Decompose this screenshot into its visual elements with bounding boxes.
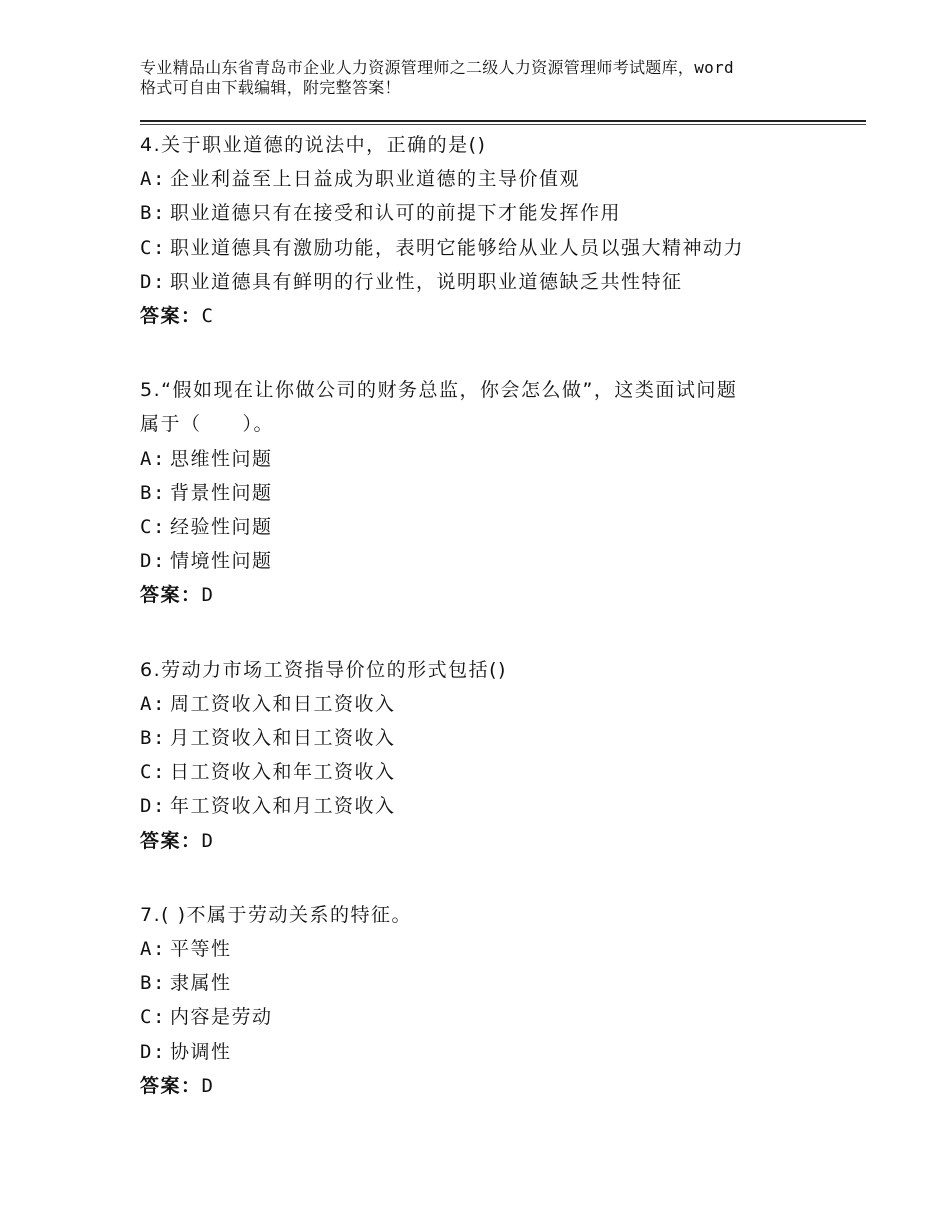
question-stem-continued: 属于（ ）。 bbox=[140, 413, 275, 436]
option-text: 内容是劳动 bbox=[170, 1006, 273, 1029]
option-letter: A: bbox=[140, 692, 166, 715]
option-letter: D: bbox=[140, 550, 166, 573]
question-7 bbox=[140, 898, 840, 1103]
answer-line bbox=[140, 578, 840, 612]
answer-value: D bbox=[201, 1074, 215, 1097]
option-text: 企业利益至上日益成为职业道德的主导价值观 bbox=[170, 168, 581, 191]
option-text: 情境性问题 bbox=[170, 550, 273, 573]
option-c bbox=[140, 231, 840, 265]
option-letter: D: bbox=[140, 270, 166, 293]
answer-line bbox=[140, 1069, 840, 1103]
option-letter: A: bbox=[140, 447, 166, 470]
option-text: 年工资收入和月工资收入 bbox=[170, 795, 396, 818]
answer-line bbox=[140, 824, 840, 858]
option-text: 职业道德具有鲜明的行业性，说明职业道德缺乏共性特征 bbox=[170, 270, 683, 293]
option-c bbox=[140, 1000, 840, 1034]
answer-label: 答案： bbox=[140, 584, 202, 607]
question-stem: 4.关于职业道德的说法中，正确的是() bbox=[140, 134, 487, 156]
option-text: 日工资收入和年工资收入 bbox=[170, 761, 396, 784]
option-c bbox=[140, 755, 840, 789]
question-4 bbox=[140, 128, 840, 333]
option-letter: D: bbox=[140, 1040, 166, 1063]
option-b bbox=[140, 721, 840, 755]
option-a bbox=[140, 162, 840, 196]
answer-label: 答案： bbox=[140, 829, 202, 852]
option-text: 协调性 bbox=[170, 1040, 232, 1063]
option-text: 隶属性 bbox=[170, 972, 232, 995]
option-letter: D: bbox=[140, 795, 166, 818]
option-letter: C: bbox=[140, 761, 166, 784]
option-a bbox=[140, 687, 840, 721]
answer-value: C bbox=[201, 305, 215, 328]
answer-value: D bbox=[201, 584, 215, 607]
answer-label: 答案： bbox=[140, 305, 202, 328]
option-letter: A: bbox=[140, 938, 166, 961]
question-stem: 5.“假如现在让你做公司的财务总监，你会怎么做”，这类面试问题 bbox=[140, 379, 738, 402]
option-text: 月工资收入和日工资收入 bbox=[170, 727, 396, 750]
header-divider-thin bbox=[140, 124, 866, 125]
option-letter: C: bbox=[140, 516, 166, 539]
option-text: 周工资收入和日工资收入 bbox=[170, 692, 396, 715]
option-letter: C: bbox=[140, 1006, 166, 1029]
option-letter: B: bbox=[140, 202, 166, 225]
option-text: 思维性问题 bbox=[170, 447, 273, 470]
option-b bbox=[140, 476, 840, 510]
question-6 bbox=[140, 653, 840, 858]
option-text: 背景性问题 bbox=[170, 481, 273, 504]
option-letter: B: bbox=[140, 727, 166, 750]
option-letter: B: bbox=[140, 972, 166, 995]
option-b bbox=[140, 196, 840, 230]
answer-value: D bbox=[201, 829, 215, 852]
header-line-1: 专业精品山东省青岛市企业人力资源管理师之二级人力资源管理师考试题库，word bbox=[140, 58, 734, 77]
option-text: 经验性问题 bbox=[170, 516, 273, 539]
option-d bbox=[140, 265, 840, 299]
header-line-2: 格式可自由下载编辑，附完整答案！ bbox=[140, 78, 401, 97]
option-a bbox=[140, 932, 840, 966]
option-d bbox=[140, 1035, 840, 1069]
option-c bbox=[140, 510, 840, 544]
answer-line bbox=[140, 299, 840, 333]
option-letter: B: bbox=[140, 481, 166, 504]
option-a bbox=[140, 442, 840, 476]
document-header bbox=[140, 58, 840, 98]
header-divider-thick bbox=[140, 120, 866, 122]
question-list bbox=[140, 128, 840, 1143]
option-text: 平等性 bbox=[170, 938, 232, 961]
question-stem: 7.( )不属于劳动关系的特征。 bbox=[140, 903, 412, 926]
question-stem: 6.劳动力市场工资指导价位的形式包括() bbox=[140, 658, 507, 681]
option-d bbox=[140, 544, 840, 578]
option-b bbox=[140, 966, 840, 1000]
option-d bbox=[140, 789, 840, 823]
question-5 bbox=[140, 373, 840, 612]
option-letter: C: bbox=[140, 236, 166, 259]
option-letter: A: bbox=[140, 168, 166, 191]
answer-label: 答案： bbox=[140, 1074, 202, 1097]
option-text: 职业道德具有激励功能，表明它能够给从业人员以强大精神动力 bbox=[170, 236, 745, 259]
option-text: 职业道德只有在接受和认可的前提下才能发挥作用 bbox=[170, 202, 622, 225]
